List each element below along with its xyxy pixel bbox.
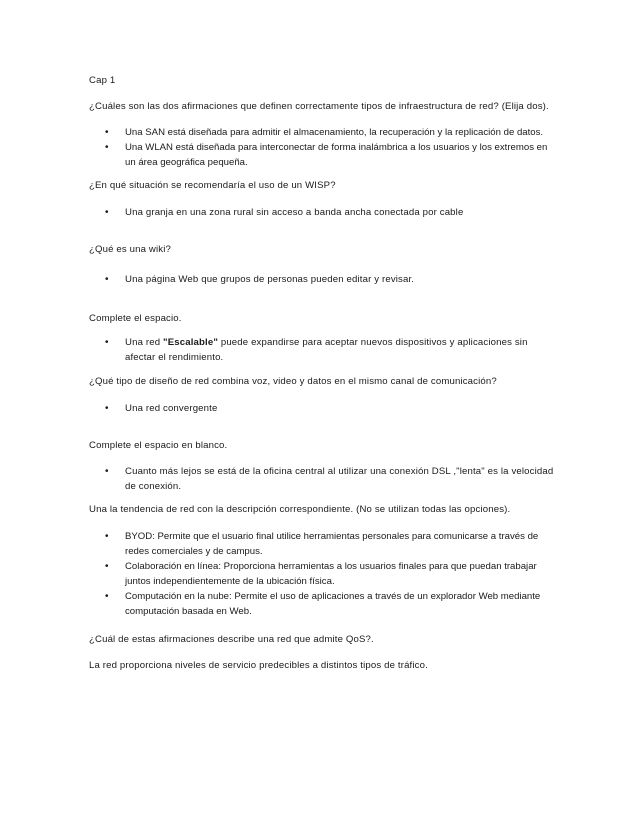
answer-item: • Una SAN está diseñada para admitir el almacenamiento, la recuperación y la replicación de datos.: [89, 125, 559, 140]
answer-item: [89, 335, 559, 365]
answer-item: • BYOD: Permite que el usuario final utilice herramientas personales para comunicarse a través de redes comerciales y de campus.: [89, 529, 559, 559]
question-3-answers: [89, 272, 559, 287]
answer-text-post: puede expandirse para aceptar nuevos dispositivos y aplicaciones sin afectar el rendimiento.: [125, 337, 528, 363]
question-3: ¿Qué es una wiki?: [89, 244, 172, 255]
answer-item: • Colaboración en línea: Proporciona herramientas a los usuarios finales para que puedan trabajar juntos independientemente de la ubicación física.: [89, 559, 559, 589]
question-7-answers: [89, 529, 559, 619]
question-1-answers: [89, 125, 559, 170]
answer-item: • Computación en la nube: Permite el uso de aplicaciones a través de un explorador Web mediante computación basada en Web.: [89, 589, 559, 619]
chapter-heading: Cap 1: [89, 75, 116, 86]
question-4-answers: [89, 335, 559, 365]
question-8: ¿Cuál de estas afirmaciones describe una red que admite QoS?.: [89, 634, 374, 645]
answer-item: • Una granja en una zona rural sin acceso a banda ancha conectada por cable: [89, 205, 559, 220]
question-4: Complete el espacio.: [89, 313, 182, 324]
answer-item: • Cuanto más lejos se está de la oficina central al utilizar una conexión DSL ,"lenta" es la velocidad de conexión.: [89, 464, 559, 494]
answer-text-pre: Una red: [125, 337, 163, 348]
question-7: Una la tendencia de red con la descripción correspondiente. (No se utilizan todas las opciones).: [89, 504, 511, 515]
question-5-answers: [89, 401, 559, 416]
question-2-answers: [89, 205, 559, 220]
question-8-answer: La red proporciona niveles de servicio predecibles a distintos tipos de tráfico.: [89, 660, 428, 671]
question-6: Complete el espacio en blanco.: [89, 440, 228, 451]
answer-item: • Una red convergente: [89, 401, 559, 416]
question-1: ¿Cuáles son las dos afirmaciones que definen correctamente tipos de infraestructura de red? (Elija dos).: [89, 101, 549, 112]
question-5: ¿Qué tipo de diseño de red combina voz, video y datos en el mismo canal de comunicación?: [89, 376, 497, 387]
answer-bold-term: "Escalable": [163, 337, 219, 348]
question-2: ¿En qué situación se recomendaría el uso de un WISP?: [89, 180, 336, 191]
question-6-answers: [89, 464, 559, 494]
answer-item: • Una WLAN está diseñada para interconectar de forma inalámbrica a los usuarios y los extremos en un área geográfica pequeña.: [89, 140, 559, 170]
answer-item: • Una página Web que grupos de personas pueden editar y revisar.: [89, 272, 559, 287]
